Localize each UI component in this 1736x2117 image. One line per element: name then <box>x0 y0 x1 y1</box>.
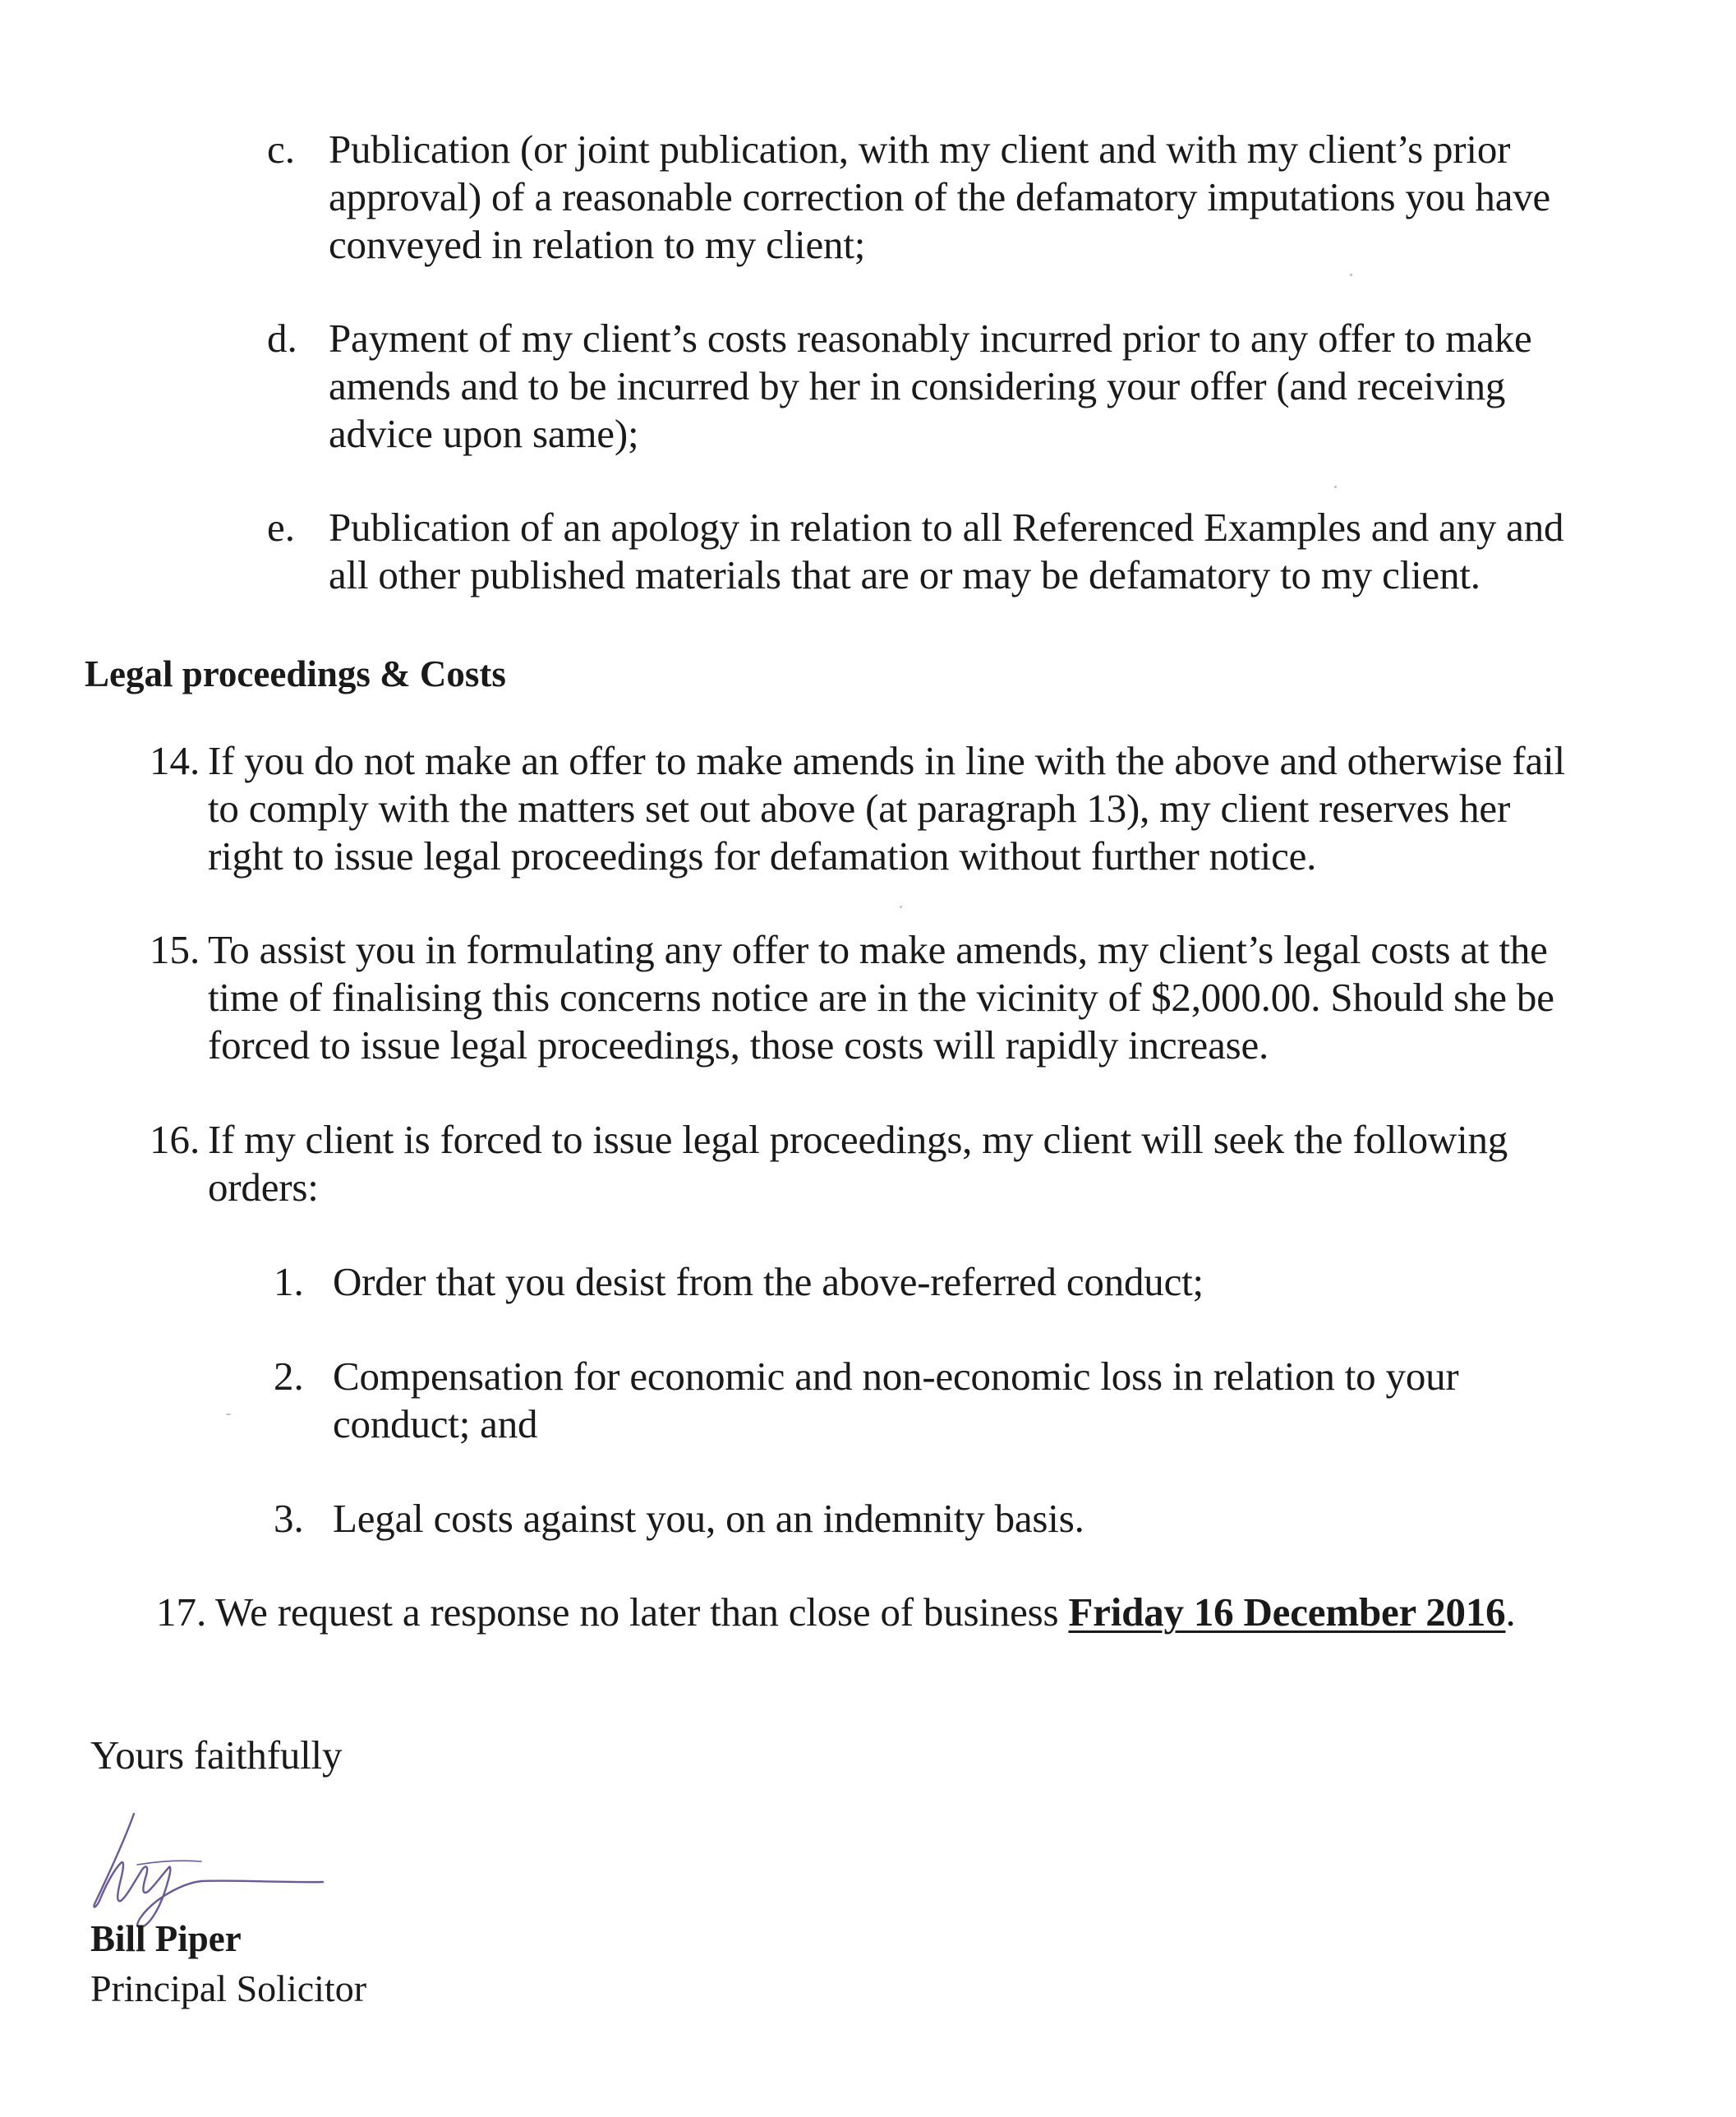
paragraph-16-line-2: orders: <box>208 1165 319 1210</box>
paragraph-15-line-3: forced to issue legal proceedings, those costs will rapidly increase. <box>208 1022 1269 1068</box>
paragraph-17-text-after: . <box>1505 1589 1516 1635</box>
order-1-line-1: Order that you desist from the above-referred conduct; <box>333 1259 1204 1304</box>
scan-speck <box>1350 274 1352 276</box>
signatory-title: Principal Solicitor <box>90 1967 367 2009</box>
closing: Yours faithfully <box>90 1732 343 1778</box>
item-c-line-2: approval) of a reasonable correction of the defamatory imputations you have <box>329 174 1551 219</box>
item-e-line-2: all other published materials that are or may be defamatory to my client. <box>329 552 1480 597</box>
item-d-line-3: advice upon same); <box>329 411 639 456</box>
scan-speck <box>900 906 902 908</box>
paragraph-15-line-2: time of finalising this concerns notice are in the vicinity of $2,000.00. Should she be <box>208 975 1554 1020</box>
paragraph-14-line-1: If you do not make an offer to make amends in line with the above and otherwise fail <box>208 738 1565 783</box>
section-heading: Legal proceedings & Costs <box>85 653 506 694</box>
item-c-marker: c. <box>267 127 295 172</box>
order-2-line-1: Compensation for economic and non-economic loss in relation to your <box>333 1354 1459 1399</box>
paragraph-17-text <box>215 1589 1516 1636</box>
paragraph-15-line-1: To assist you in formulating any offer to make amends, my client’s legal costs at the <box>208 927 1548 972</box>
item-c-line-3: conveyed in relation to my client; <box>329 222 866 267</box>
paragraph-15-number: 15. <box>150 927 200 972</box>
paragraph-14-number: 14. <box>150 738 200 783</box>
order-3-line-1: Legal costs against you, on an indemnity basis. <box>333 1496 1084 1541</box>
scan-speck <box>226 1414 231 1415</box>
paragraph-16-line-1: If my client is forced to issue legal proceedings, my client will seek the following <box>208 1117 1508 1162</box>
paragraph-17-text-before: We request a response no later than close of business <box>215 1589 1069 1635</box>
paragraph-14-line-3: right to issue legal proceedings for defamation without further notice. <box>208 833 1317 879</box>
paragraph-17-number: 17. <box>156 1589 207 1635</box>
paragraph-14-line-2: to comply with the matters set out above (at paragraph 13), my client reserves her <box>208 786 1511 831</box>
order-1-number: 1. <box>274 1259 304 1304</box>
order-2-number: 2. <box>274 1354 304 1399</box>
paragraph-16-number: 16. <box>150 1117 200 1162</box>
scan-speck <box>1334 486 1337 488</box>
order-2-line-2: conduct; and <box>333 1401 538 1446</box>
signatory-name: Bill Piper <box>90 1918 242 1959</box>
response-deadline: Friday 16 December 2016 <box>1068 1589 1506 1635</box>
item-d-line-2: amends and to be incurred by her in considering your offer (and receiving <box>329 363 1506 408</box>
item-d-line-1: Payment of my client’s costs reasonably incurred prior to any offer to make <box>329 316 1532 361</box>
order-3-number: 3. <box>274 1496 304 1541</box>
item-d-marker: d. <box>267 316 297 361</box>
item-c-line-1: Publication (or joint publication, with my client and with my client’s prior <box>329 127 1511 172</box>
item-e-line-1: Publication of an apology in relation to all Referenced Examples and any and <box>329 505 1564 550</box>
item-e-marker: e. <box>267 505 295 550</box>
